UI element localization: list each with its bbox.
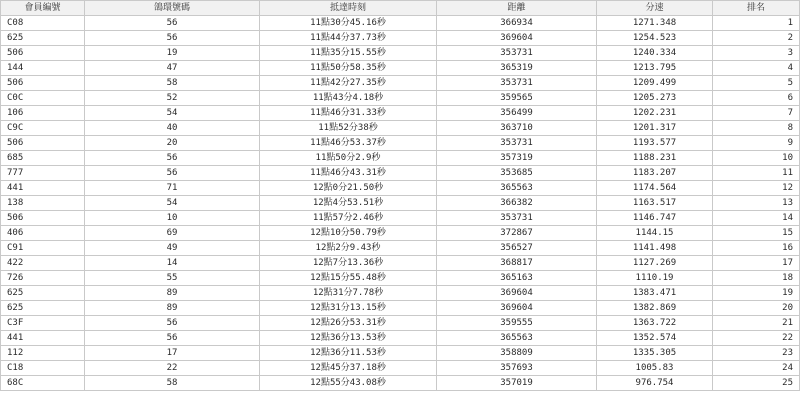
- distance-cell: 368817: [437, 256, 597, 271]
- table-row: [1, 136, 800, 151]
- rank-cell: 18: [713, 271, 800, 286]
- ring-number-cell: 56: [85, 316, 260, 331]
- rank-cell: 25: [713, 376, 800, 391]
- table-row: [1, 241, 800, 256]
- member-id-cell: C91: [1, 241, 85, 256]
- table-row: [1, 286, 800, 301]
- member-id-cell: 441: [1, 331, 85, 346]
- arrival-time-cell: 12點55分43.08秒: [260, 376, 437, 391]
- distance-cell: 356499: [437, 106, 597, 121]
- distance-cell: 365319: [437, 61, 597, 76]
- speed-cell: 1213.795: [597, 61, 713, 76]
- arrival-time-cell: 11點43分4.18秒: [260, 91, 437, 106]
- rank-cell: 14: [713, 211, 800, 226]
- arrival-time-cell: 11點50分58.35秒: [260, 61, 437, 76]
- table-row: [1, 361, 800, 376]
- rank-cell: 2: [713, 31, 800, 46]
- rank-cell: 1: [713, 16, 800, 31]
- member-id-cell: C18: [1, 361, 85, 376]
- ring-number-cell: 56: [85, 31, 260, 46]
- table-row: [1, 301, 800, 316]
- speed-cell: 1110.19: [597, 271, 713, 286]
- arrival-time-cell: 12點45分37.18秒: [260, 361, 437, 376]
- member-id-cell: 777: [1, 166, 85, 181]
- table-row: [1, 106, 800, 121]
- rank-cell: 5: [713, 76, 800, 91]
- table-row: [1, 271, 800, 286]
- rank-cell: 23: [713, 346, 800, 361]
- table-row: [1, 151, 800, 166]
- arrival-time-cell: 11點57分2.46秒: [260, 211, 437, 226]
- ring-number-cell: 22: [85, 361, 260, 376]
- speed-cell: 1144.15: [597, 226, 713, 241]
- speed-cell: 1202.231: [597, 106, 713, 121]
- member-id-cell: C3F: [1, 316, 85, 331]
- arrival-time-cell: 11點30分45.16秒: [260, 16, 437, 31]
- arrival-time-cell: 12點31分7.78秒: [260, 286, 437, 301]
- member-id-cell: 406: [1, 226, 85, 241]
- speed-cell: 1205.273: [597, 91, 713, 106]
- member-id-cell: 506: [1, 211, 85, 226]
- speed-cell: 1146.747: [597, 211, 713, 226]
- rank-cell: 11: [713, 166, 800, 181]
- distance-cell: 353731: [437, 46, 597, 61]
- member-id-cell: 625: [1, 286, 85, 301]
- ring-number-cell: 52: [85, 91, 260, 106]
- arrival-time-cell: 12點31分13.15秒: [260, 301, 437, 316]
- column-header-arrival-time[interactable]: 抵達時刻: [260, 1, 437, 16]
- table-row: [1, 46, 800, 61]
- speed-cell: 1240.334: [597, 46, 713, 61]
- rank-cell: 7: [713, 106, 800, 121]
- speed-cell: 1127.269: [597, 256, 713, 271]
- arrival-time-cell: 12點36分13.53秒: [260, 331, 437, 346]
- member-id-cell: 506: [1, 46, 85, 61]
- arrival-time-cell: 12點15分55.48秒: [260, 271, 437, 286]
- rank-cell: 12: [713, 181, 800, 196]
- arrival-time-cell: 12點7分13.36秒: [260, 256, 437, 271]
- distance-cell: 357319: [437, 151, 597, 166]
- table-row: [1, 121, 800, 136]
- distance-cell: 356527: [437, 241, 597, 256]
- arrival-time-cell: 11點35分15.55秒: [260, 46, 437, 61]
- table-row: [1, 211, 800, 226]
- rank-cell: 9: [713, 136, 800, 151]
- rank-cell: 21: [713, 316, 800, 331]
- distance-cell: 365563: [437, 181, 597, 196]
- table-row: [1, 31, 800, 46]
- arrival-time-cell: 11點46分43.31秒: [260, 166, 437, 181]
- speed-cell: 1005.83: [597, 361, 713, 376]
- rank-cell: 4: [713, 61, 800, 76]
- arrival-time-cell: 12點4分53.51秒: [260, 196, 437, 211]
- rank-cell: 16: [713, 241, 800, 256]
- distance-cell: 353731: [437, 136, 597, 151]
- ring-number-cell: 17: [85, 346, 260, 361]
- rank-cell: 24: [713, 361, 800, 376]
- table-row: [1, 16, 800, 31]
- column-header-member-id[interactable]: 會員編號: [1, 1, 85, 16]
- speed-cell: 1352.574: [597, 331, 713, 346]
- speed-cell: 1174.564: [597, 181, 713, 196]
- table-row: [1, 61, 800, 76]
- rank-cell: 13: [713, 196, 800, 211]
- table-row: [1, 91, 800, 106]
- ring-number-cell: 40: [85, 121, 260, 136]
- distance-cell: 357019: [437, 376, 597, 391]
- member-id-cell: 625: [1, 301, 85, 316]
- table-row: [1, 181, 800, 196]
- arrival-time-cell: 12點10分50.79秒: [260, 226, 437, 241]
- ring-number-cell: 14: [85, 256, 260, 271]
- speed-cell: 1382.869: [597, 301, 713, 316]
- member-id-cell: C0C: [1, 91, 85, 106]
- ring-number-cell: 89: [85, 286, 260, 301]
- member-id-cell: 138: [1, 196, 85, 211]
- rank-cell: 15: [713, 226, 800, 241]
- ring-number-cell: 69: [85, 226, 260, 241]
- distance-cell: 359555: [437, 316, 597, 331]
- distance-cell: 369604: [437, 31, 597, 46]
- ring-number-cell: 58: [85, 376, 260, 391]
- header-row: [1, 1, 800, 16]
- rank-cell: 22: [713, 331, 800, 346]
- distance-cell: 363710: [437, 121, 597, 136]
- distance-cell: 372867: [437, 226, 597, 241]
- ring-number-cell: 20: [85, 136, 260, 151]
- speed-cell: 1209.499: [597, 76, 713, 91]
- speed-cell: 1363.722: [597, 316, 713, 331]
- distance-cell: 365563: [437, 331, 597, 346]
- distance-cell: 369604: [437, 286, 597, 301]
- ring-number-cell: 56: [85, 151, 260, 166]
- arrival-time-cell: 11點44分37.73秒: [260, 31, 437, 46]
- arrival-time-cell: 11點42分27.35秒: [260, 76, 437, 91]
- rank-cell: 10: [713, 151, 800, 166]
- member-id-cell: 144: [1, 61, 85, 76]
- ring-number-cell: 56: [85, 16, 260, 31]
- ring-number-cell: 71: [85, 181, 260, 196]
- table-body: [1, 16, 800, 391]
- speed-cell: 1201.317: [597, 121, 713, 136]
- member-id-cell: 68C: [1, 376, 85, 391]
- table-row: [1, 346, 800, 361]
- member-id-cell: 726: [1, 271, 85, 286]
- table-row: [1, 76, 800, 91]
- distance-cell: 366382: [437, 196, 597, 211]
- rank-cell: 6: [713, 91, 800, 106]
- speed-cell: 1193.577: [597, 136, 713, 151]
- speed-cell: 1163.517: [597, 196, 713, 211]
- table-row: [1, 331, 800, 346]
- ring-number-cell: 89: [85, 301, 260, 316]
- member-id-cell: 422: [1, 256, 85, 271]
- column-header-distance[interactable]: 距離: [437, 1, 597, 16]
- ring-number-cell: 49: [85, 241, 260, 256]
- table-row: [1, 256, 800, 271]
- rank-cell: 3: [713, 46, 800, 61]
- ring-number-cell: 10: [85, 211, 260, 226]
- speed-cell: 1335.305: [597, 346, 713, 361]
- member-id-cell: C08: [1, 16, 85, 31]
- table-row: [1, 196, 800, 211]
- speed-cell: 1383.471: [597, 286, 713, 301]
- member-id-cell: C9C: [1, 121, 85, 136]
- distance-cell: 358809: [437, 346, 597, 361]
- ring-number-cell: 58: [85, 76, 260, 91]
- distance-cell: 359565: [437, 91, 597, 106]
- arrival-time-cell: 11點50分2.9秒: [260, 151, 437, 166]
- distance-cell: 353685: [437, 166, 597, 181]
- speed-cell: 1183.207: [597, 166, 713, 181]
- distance-cell: 369604: [437, 301, 597, 316]
- distance-cell: 353731: [437, 76, 597, 91]
- ring-number-cell: 55: [85, 271, 260, 286]
- column-header-rank[interactable]: 排名: [713, 1, 800, 16]
- rank-cell: 8: [713, 121, 800, 136]
- arrival-time-cell: 11點46分53.37秒: [260, 136, 437, 151]
- member-id-cell: 685: [1, 151, 85, 166]
- column-header-speed[interactable]: 分速: [597, 1, 713, 16]
- arrival-time-cell: 12點0分21.50秒: [260, 181, 437, 196]
- distance-cell: 365163: [437, 271, 597, 286]
- member-id-cell: 441: [1, 181, 85, 196]
- member-id-cell: 106: [1, 106, 85, 121]
- distance-cell: 366934: [437, 16, 597, 31]
- ring-number-cell: 47: [85, 61, 260, 76]
- member-id-cell: 112: [1, 346, 85, 361]
- table-row: [1, 226, 800, 241]
- table-row: [1, 376, 800, 391]
- member-id-cell: 506: [1, 76, 85, 91]
- ring-number-cell: 56: [85, 331, 260, 346]
- ring-number-cell: 56: [85, 166, 260, 181]
- ring-number-cell: 54: [85, 196, 260, 211]
- column-header-ring-number[interactable]: 鴿環號碼: [85, 1, 260, 16]
- arrival-time-cell: 12點2分9.43秒: [260, 241, 437, 256]
- distance-cell: 357693: [437, 361, 597, 376]
- rank-cell: 19: [713, 286, 800, 301]
- speed-cell: 1271.348: [597, 16, 713, 31]
- arrival-time-cell: 11點52分38秒: [260, 121, 437, 136]
- arrival-time-cell: 12點26分53.31秒: [260, 316, 437, 331]
- speed-cell: 1141.498: [597, 241, 713, 256]
- arrival-time-cell: 12點36分11.53秒: [260, 346, 437, 361]
- table-row: [1, 316, 800, 331]
- member-id-cell: 506: [1, 136, 85, 151]
- ring-number-cell: 54: [85, 106, 260, 121]
- speed-cell: 1254.523: [597, 31, 713, 46]
- ring-number-cell: 19: [85, 46, 260, 61]
- rank-cell: 17: [713, 256, 800, 271]
- table-row: [1, 166, 800, 181]
- rank-cell: 20: [713, 301, 800, 316]
- arrival-time-cell: 11點46分31.33秒: [260, 106, 437, 121]
- speed-cell: 1188.231: [597, 151, 713, 166]
- distance-cell: 353731: [437, 211, 597, 226]
- member-id-cell: 625: [1, 31, 85, 46]
- speed-cell: 976.754: [597, 376, 713, 391]
